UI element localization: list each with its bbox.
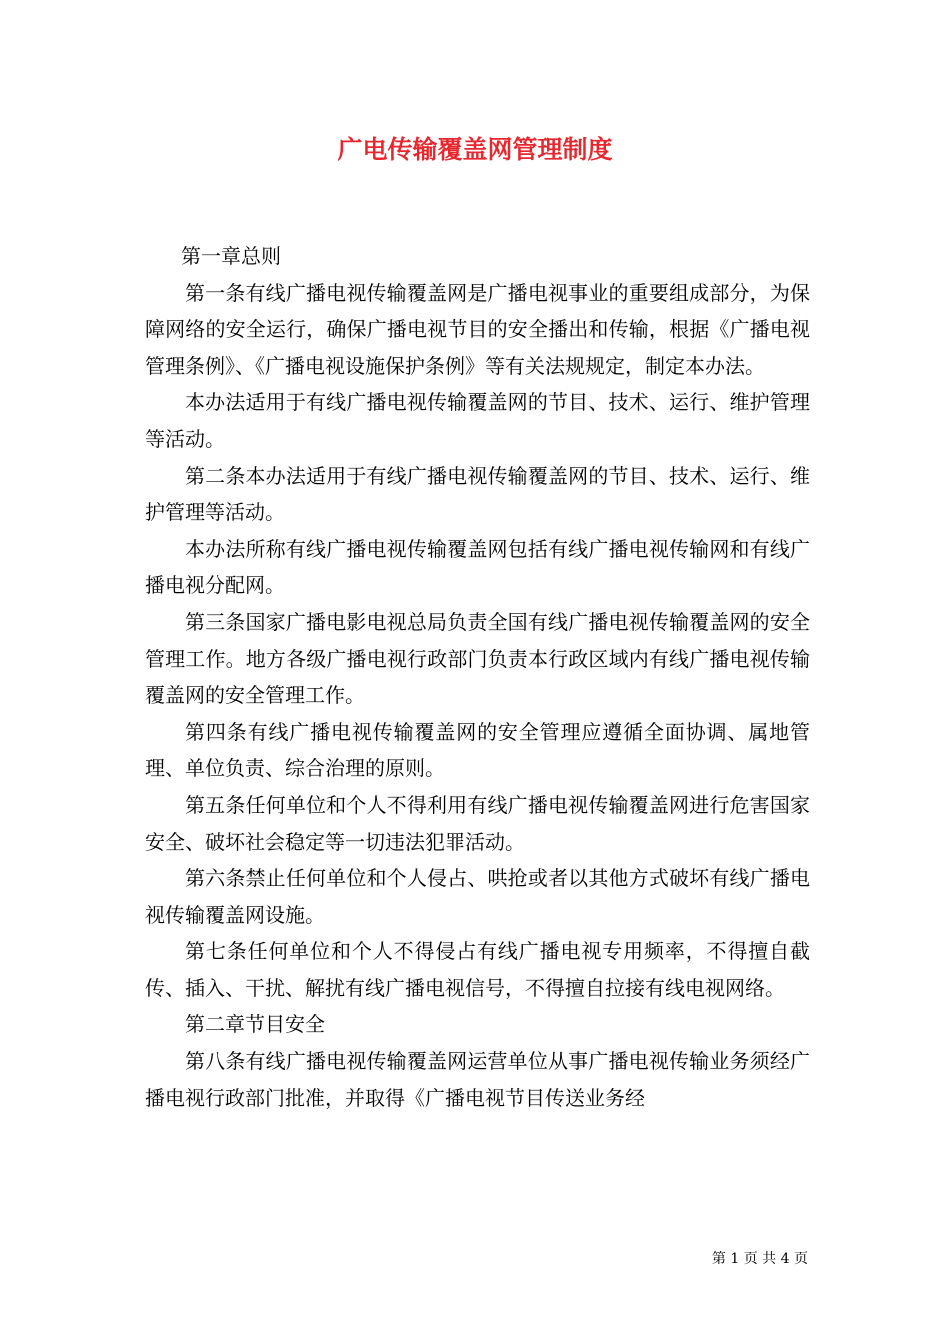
paragraph-article-3: 第三条国家广播电影电视总局负责全国有线广播电视传输覆盖网的安全管理工作。地方各级广播电视行政部门负责本行政区域内有线广播电视传输覆盖网的安全管理工作。: [145, 609, 810, 708]
paragraph-article-7: 第七条任何单位和个人不得侵占有线广播电视专用频率，不得擅自截传、插入、干扰、解扰有线广播电视信号，不得擅自拉接有线电视网络。: [145, 939, 810, 1000]
paragraph-article-2: 第二条本办法适用于有线广播电视传输覆盖网的节目、技术、运行、维护管理等活动。: [145, 463, 810, 525]
paragraph-scope: 本办法适用于有线广播电视传输覆盖网的节目、技术、运行、维护管理等活动。: [145, 390, 810, 451]
chapter-heading-2: 第二章节目安全: [185, 1012, 325, 1037]
document-title: 广电传输覆盖网管理制度: [337, 135, 613, 164]
paragraph-article-5: 第五条任何单位和个人不得利用有线广播电视传输覆盖网进行危害国家安全、破坏社会稳定等一切违法犯罪活动。: [145, 792, 810, 854]
paragraph-article-6: 第六条禁止任何单位和个人侵占、哄抢或者以其他方式破坏有线广播电视传输覆盖网设施。: [145, 866, 810, 927]
paragraph-article-8: 第八条有线广播电视传输覆盖网运营单位从事广播电视传输业务须经广播电视行政部门批准，并取得《广播电视节目传送业务经: [145, 1049, 810, 1110]
document-body: [145, 238, 810, 1116]
paragraph-article-1: 第一条有线广播电视传输覆盖网是广播电视事业的重要组成部分，为保障网络的安全运行，确保广播电视节目的安全播出和传输，根据《广播电视管理条例》、《广播电视设施保护条例》等有关法规规定，制定本办法。: [145, 280, 810, 378]
paragraph-definition: 本办法所称有线广播电视传输覆盖网包括有线广播电视传输网和有线广播电视分配网。: [145, 536, 810, 598]
paragraph-article-4: 第四条有线广播电视传输覆盖网的安全管理应遵循全面协调、属地管理、单位负责、综合治理的原则。: [145, 719, 810, 781]
chapter-heading-1: 第一章总则: [181, 244, 281, 268]
page-number-footer: 第 1 页 共 4 页: [711, 1251, 808, 1267]
